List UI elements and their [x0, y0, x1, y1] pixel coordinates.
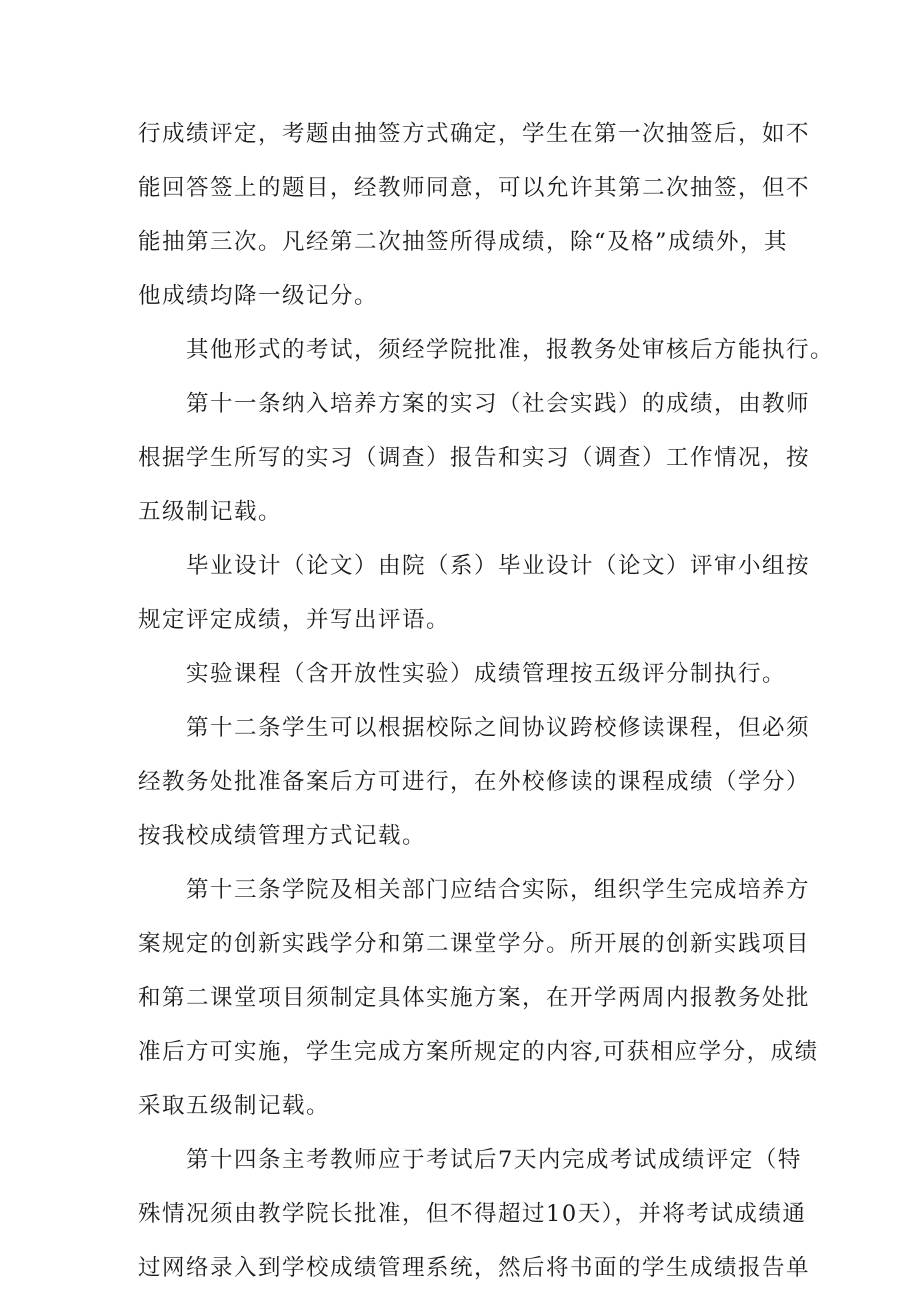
article-13-line: 和第二课堂项目须制定具体实施方案，在开学两周内报教务处批: [138, 985, 811, 1011]
article-12-line: 按我校成绩管理方式记载。: [138, 823, 427, 849]
paragraph-line: 行成绩评定，考题由抽签方式确定，学生在第一次抽签后，如不: [138, 121, 811, 147]
paragraph-line: 毕业设计（论文）由院（系）毕业设计（论文）评审小组按: [186, 553, 811, 579]
paragraph-line: 能抽第三次。凡经第二次抽签所得成绩，除“及格”成绩外，其: [138, 229, 789, 255]
article-13-line: 采取五级制记载。: [138, 1093, 331, 1119]
article-14-line: 殊情况须由教学院长批准，但不得超过10天），并将考试成绩通: [138, 1201, 807, 1227]
document-body: [138, 112, 835, 1291]
article-14-line: 第十四条主考教师应于考试后7天内完成考试成绩评定（特: [186, 1147, 802, 1173]
article-13-line: 准后方可实施，学生完成方案所规定的内容,可获相应学分，成绩: [138, 1039, 819, 1065]
paragraph-line: 其他形式的考试，须经学院批准，报教务处审核后方能执行。: [186, 337, 835, 363]
article-13-line: 第十三条学院及相关部门应结合实际，组织学生完成培养方: [186, 877, 811, 903]
article-13-line: 案规定的创新实践学分和第二课堂学分。所开展的创新实践项目: [138, 931, 811, 957]
article-11-line: 根据学生所写的实习（调查）报告和实习（调查）工作情况，按: [138, 445, 811, 471]
article-11-line: 第十一条纳入培养方案的实习（社会实践）的成绩，由教师: [186, 391, 811, 417]
article-12-line: 经教务处批准备案后方可进行，在外校修读的课程成绩（学分）: [138, 769, 811, 795]
paragraph-line: 实验课程（含开放性实验）成绩管理按五级评分制执行。: [186, 661, 787, 687]
article-12-line: 第十二条学生可以根据校际之间协议跨校修读课程，但必须: [186, 715, 811, 741]
paragraph-line: 他成绩均降一级记分。: [138, 283, 379, 309]
article-11-line: 五级制记载。: [138, 499, 283, 525]
article-14-line: 过网络录入到学校成绩管理系统，然后将书面的学生成绩报告单: [138, 1255, 811, 1281]
paragraph-line: 能回答签上的题目，经教师同意，可以允许其第二次抽签，但不: [138, 175, 811, 201]
paragraph-line: 规定评定成绩，并写出评语。: [138, 607, 451, 633]
